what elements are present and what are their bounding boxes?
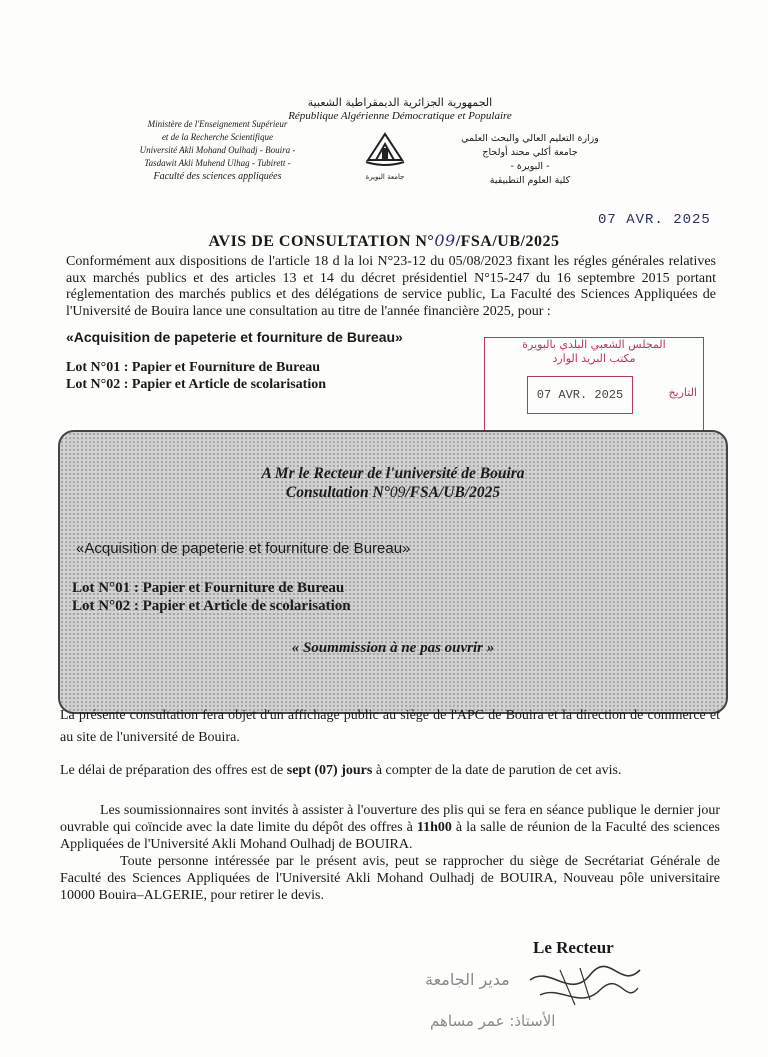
- header-right-line: جامعة أكلي محند أولحاج: [482, 147, 578, 158]
- header-left-block: [110, 118, 325, 183]
- paragraph-display: La présente consultation fera objet d'un affichage public au siège de l'APC de Bouira et la direction de commerce et au site de l'université de Bouira.: [60, 708, 720, 745]
- lot-2: Lot N°02 : Papier et Article de scolarisation: [66, 377, 327, 392]
- paragraph-opening: [60, 802, 720, 853]
- envelope-lot-2: Lot N°02 : Papier et Article de scolarisation: [72, 598, 351, 614]
- title-suffix: /FSA/UB/2025: [455, 233, 560, 250]
- stamp-line-1: المجلس الشعبي البلدي بالبويرة: [522, 338, 666, 351]
- date-stamp: 07 AVR. 2025: [598, 212, 711, 228]
- deadline-text-after: à compter de la date de parution de cet avis.: [372, 763, 622, 778]
- envelope-consultation-number: 09: [389, 484, 406, 501]
- deadline-duration: sept (07) jours: [286, 763, 373, 778]
- envelope-copy: [58, 430, 728, 714]
- envelope-notice: « Soummission à ne pas ouvrir »: [291, 640, 495, 656]
- envelope-consultation: [60, 484, 726, 502]
- header-left-line: Université Akli Mohand Oulhadj - Bouira -: [139, 145, 296, 155]
- opening-text-before: Les soumissionnaires sont invités à assister à l'ouverture des plis qui se fera en séance publique le dernier jour ouvrable qui coïncide avec la date limite du dépôt des offres à: [60, 803, 720, 835]
- opening-time: 11h00: [416, 820, 452, 835]
- handwritten-signature-icon: [520, 960, 650, 1030]
- document-title: [0, 231, 768, 251]
- signatory-title: Le Recteur: [533, 938, 614, 957]
- title-number: 09: [434, 231, 456, 250]
- stamp-date-label: التاريخ: [668, 386, 697, 399]
- header-left-line: Tasdawit Akli Muhend Ulhag - Tubirett -: [144, 158, 291, 168]
- envelope-consultation-prefix: Consultation N°: [285, 484, 390, 501]
- university-logo-icon: [360, 128, 410, 181]
- envelope-lot-1: Lot N°01 : Papier et Fourniture de Bureau: [72, 580, 345, 596]
- stamp-date: 07 AVR. 2025: [527, 376, 633, 414]
- signatory-arabic-name: الأستاذ: عمر مساهم: [430, 1012, 556, 1030]
- logo-caption: جامعة البويرة: [365, 173, 405, 181]
- envelope-object: «Acquisition de papeterie et fourniture de Bureau»: [76, 540, 411, 557]
- paragraph-deadline: [60, 760, 720, 782]
- intro-object: «Acquisition de papeterie et fourniture de Bureau»: [66, 329, 403, 345]
- lot-1: Lot N°01 : Papier et Fourniture de Bureau: [66, 360, 321, 375]
- stamp-line-2: مكتب البريد الوارد: [552, 352, 636, 365]
- opening-text-after: à la salle de réunion de la Faculté des sciences Appliquées de l'Université Akli Mohand Oulhadj de BOUIRA.: [60, 820, 721, 852]
- header-french-republic: République Algérienne Démocratique et Populaire: [288, 110, 512, 122]
- deadline-text-before: Le délai de préparation des offres est de: [60, 763, 287, 778]
- header-right-line: وزارة التعليم العالي والبحث العلمي: [461, 133, 599, 144]
- signatory-arabic-title: مدير الجامعة: [425, 970, 510, 989]
- envelope-recipient: A Mr le Recteur de l'université de Bouira: [261, 465, 525, 482]
- header-left-line: et de la Recherche Scientifique: [161, 132, 274, 142]
- header-right-block: [455, 132, 605, 188]
- paragraph-contact: Toute personne intéressée par le présent avis, peut se rapprocher du siège de Secrétariat Générale de Faculté des Sciences Appliquées de l'Université Akli Mohand Oulhadj de BOUIRA, Nouveau pôle universitaire 10000 Bouira–ALGERIE, pour retirer le devis.: [60, 854, 720, 903]
- header-left-line: Faculté des sciences appliquées: [153, 171, 282, 182]
- title-prefix: AVIS DE CONSULTATION N°: [208, 233, 435, 250]
- intro-paragraph: Conformément aux dispositions de l'article 18 d la loi N°23-12 du 05/08/2023 fixant les régles générales relatives aux marchés publics et des articles 13 et 14 du décret présidentiel N°15-247 du 16 septembre 2015 portant réglementation des marchés publics et des délégations de service public, La Faculté des Sciences Appliquées de l'Université de Bouira lance une consultation au titre de l'année financière 2025, pour :: [66, 254, 716, 319]
- envelope-consultation-suffix: /FSA/UB/2025: [405, 484, 501, 501]
- header-left-line: Ministère de l'Enseignement Supérieur: [147, 119, 288, 129]
- header-right-line: كلية العلوم التطبيقية: [489, 175, 571, 186]
- header-right-line: - البويرة -: [510, 161, 550, 172]
- header-arabic-republic: الجمهورية الجزائرية الديمقراطية الشعبية: [307, 96, 493, 109]
